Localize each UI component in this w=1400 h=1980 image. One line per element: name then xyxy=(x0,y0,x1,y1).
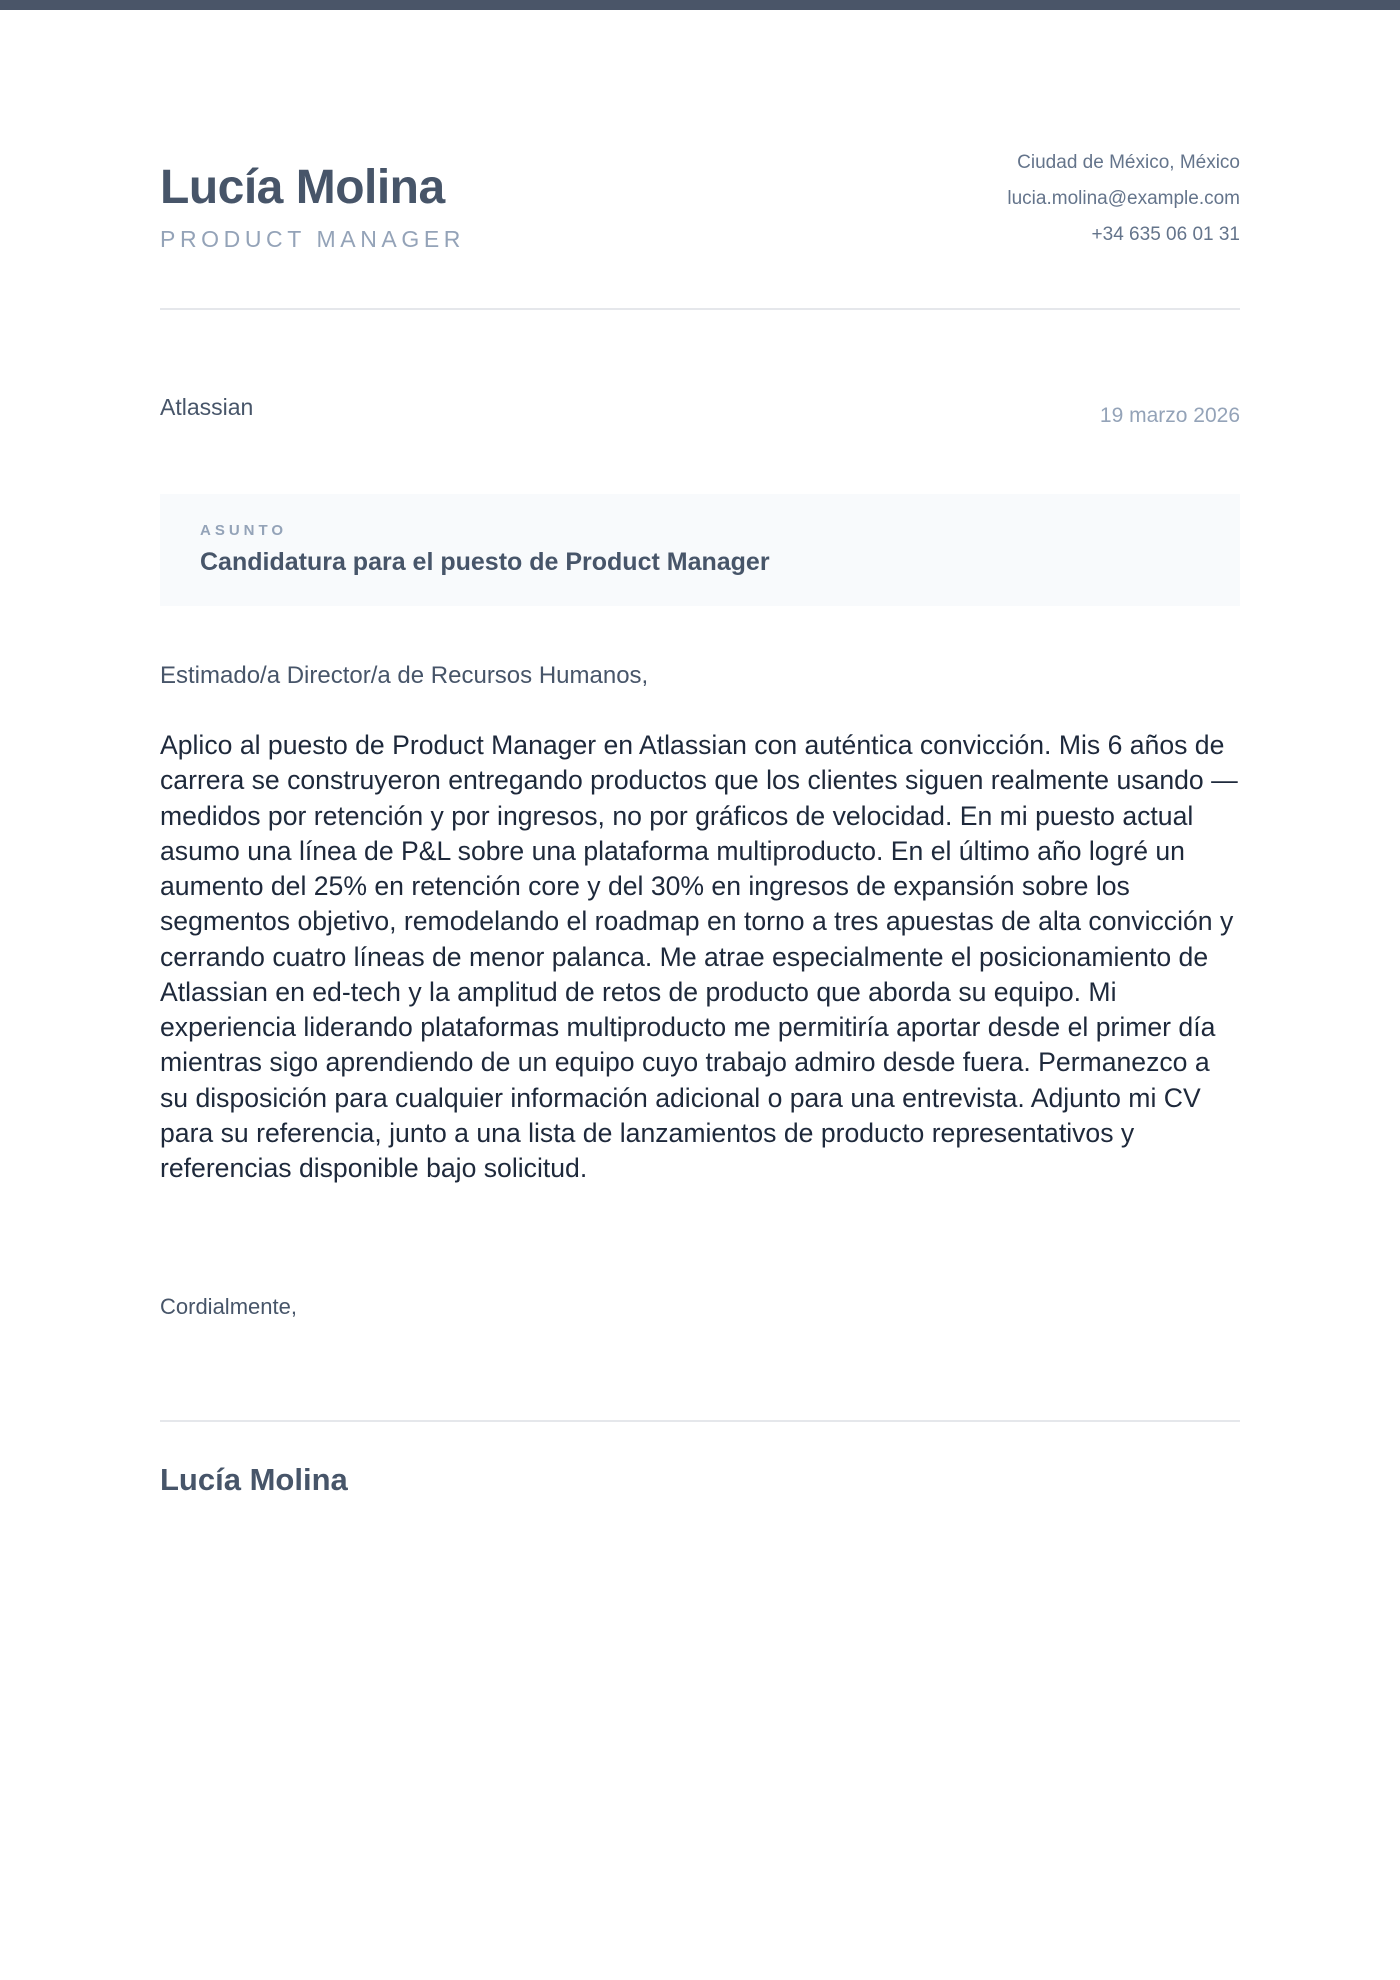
closing: Cordialmente, xyxy=(160,1294,297,1319)
signature-name: Lucía Molina xyxy=(160,1462,348,1497)
sender-title: PRODUCT MANAGER xyxy=(160,226,465,252)
letter-date: 19 marzo 2026 xyxy=(1099,404,1240,427)
contact-email: lucia.molina@example.com xyxy=(1007,188,1240,209)
contact-block xyxy=(1007,150,1240,258)
header-divider xyxy=(160,308,1240,310)
signature-divider xyxy=(160,1420,1240,1422)
subject-label: ASUNTO xyxy=(200,522,288,539)
sender-name: Lucía Molina xyxy=(160,161,445,214)
letter-header xyxy=(160,150,1240,260)
subject-text: Candidatura para el puesto de Product Manager xyxy=(200,548,770,576)
recipient-company: Atlassian xyxy=(160,394,254,420)
top-accent-bar xyxy=(0,0,1400,10)
contact-location: Ciudad de México, México xyxy=(1017,152,1240,173)
letter-body: Aplico al puesto de Product Manager en Atlassian con auténtica convicción. Mis 6 años de carrera se construyeron entregando productos que los clientes siguen realmente usando — medidos por retención y por ingresos, no por gráficos de velocidad. En mi puesto actual asumo una línea de P&L sobre una plataforma multiproducto. En el último año logré un aumento del 25% en retención core y del 30% en ingresos de expansión sobre los segmentos objetivo, remodelando el roadmap en torno a tres apuestas de alta convicción y cerrando cuatro líneas de menor palanca. Me atrae especialmente el posicionamiento de Atlassian en ed-tech y la amplitud de retos de producto que aborda su equipo. Mi experiencia liderando plataformas multiproducto me permitiría aportar desde el primer día mientras sigo aprendiendo de un equipo cuyo trabajo admiro desde fuera. Permanezco a su disposición para cualquier información adicional o para una entrevista. Adjunto mi CV para su referencia, junto a una lista de lanzamientos de producto representativos y referencias disponible bajo solicitud. xyxy=(160,730,1238,1183)
contact-phone: +34 635 06 01 31 xyxy=(1091,224,1240,245)
salutation: Estimado/a Director/a de Recursos Humanos, xyxy=(160,662,649,689)
subject-box xyxy=(160,494,1240,606)
